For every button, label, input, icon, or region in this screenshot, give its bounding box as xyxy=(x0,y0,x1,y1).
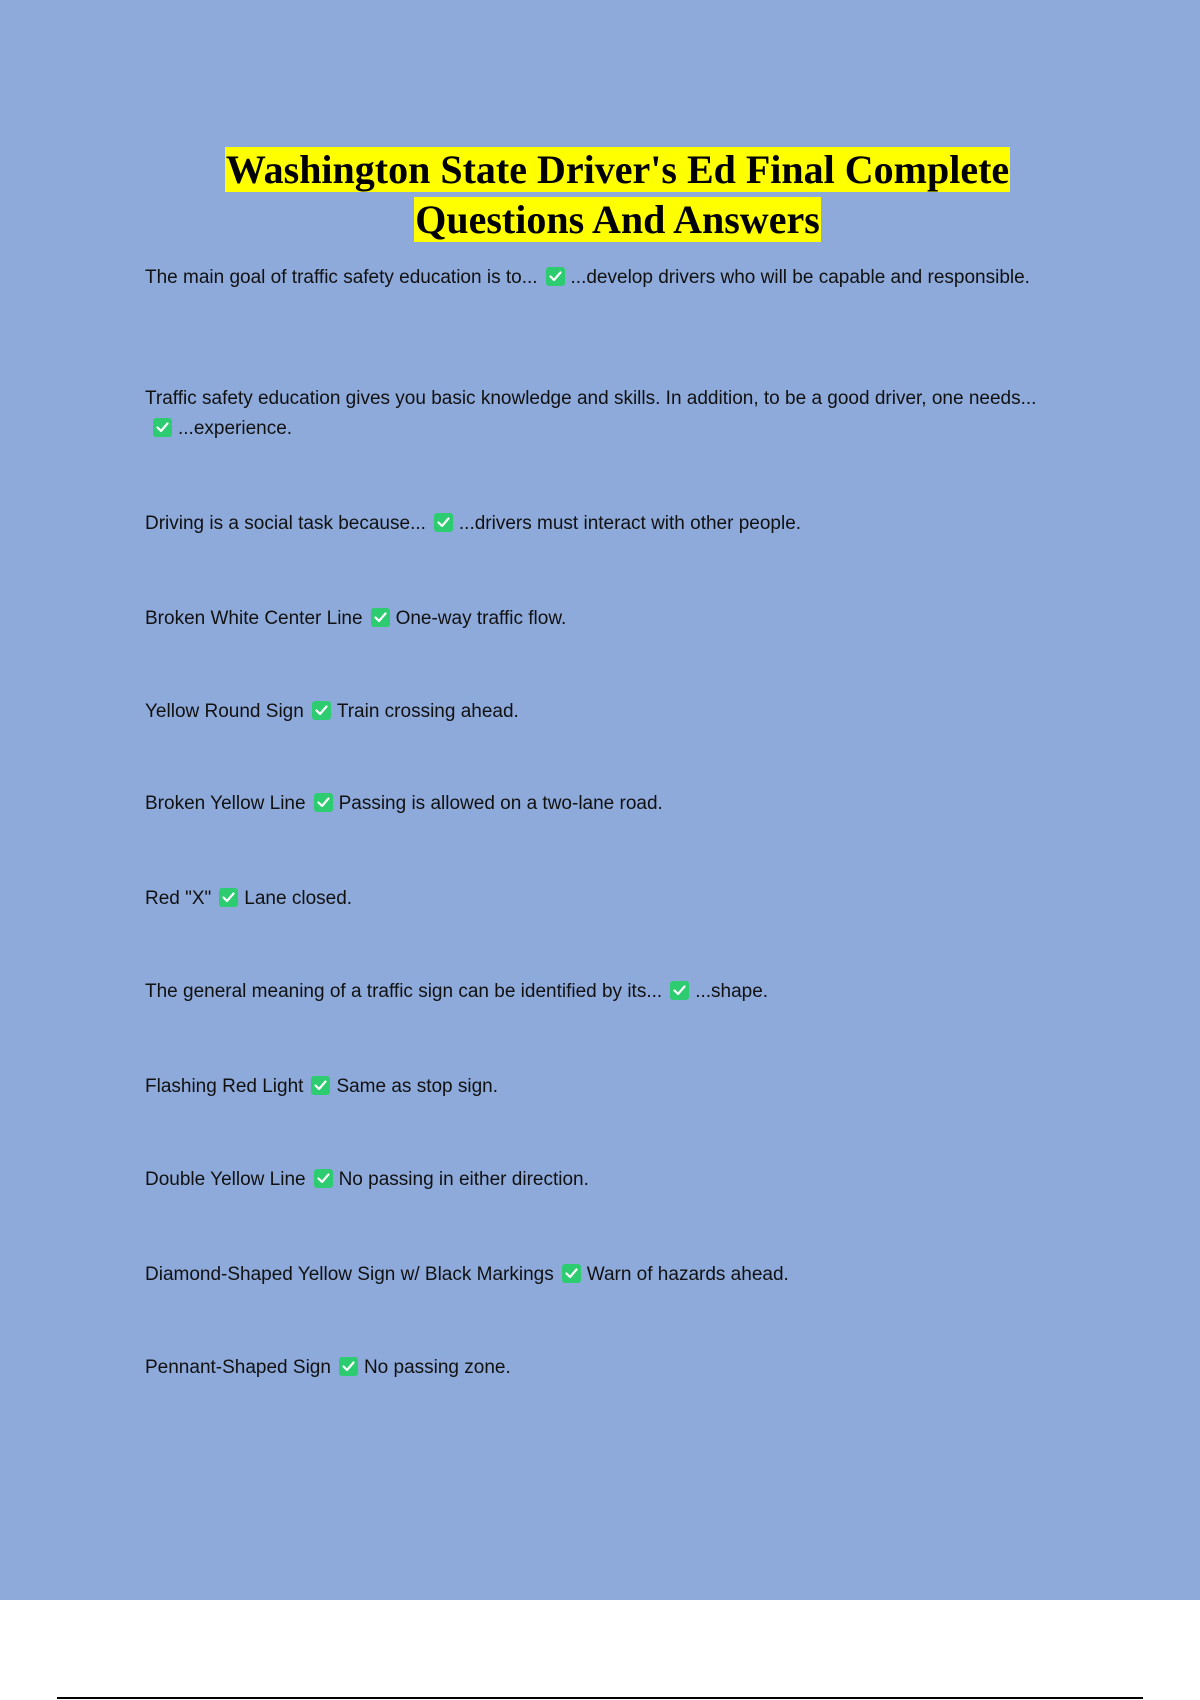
answer-text: ...experience. xyxy=(178,418,293,439)
question-text: Double Yellow Line xyxy=(145,1169,306,1190)
answer-text: ...shape. xyxy=(695,981,769,1002)
check-mark-icon xyxy=(434,513,453,532)
check-mark-icon xyxy=(314,793,333,812)
footer-divider xyxy=(57,1697,1143,1699)
check-mark-icon xyxy=(562,1264,581,1283)
check-mark-icon xyxy=(339,1357,358,1376)
qa-item xyxy=(145,604,1045,634)
question-text: Diamond-Shaped Yellow Sign w/ Black Markings xyxy=(145,1264,554,1285)
question-text: Driving is a social task because... xyxy=(145,513,426,534)
answer-text: No passing in either direction. xyxy=(338,1169,589,1190)
qa-item xyxy=(145,977,1045,1007)
question-text: Pennant-Shaped Sign xyxy=(145,1357,331,1378)
check-mark-icon xyxy=(153,418,172,437)
question-text: Traffic safety education gives you basic knowledge and skills. In addition, to be a good driver, one needs... xyxy=(145,388,1037,409)
answer-text: ...develop drivers who will be capable and responsible. xyxy=(570,267,1030,288)
question-text: The main goal of traffic safety education is to... xyxy=(145,267,538,288)
question-text: The general meaning of a traffic sign can be identified by its... xyxy=(145,981,663,1002)
title-line-1: Washington State Driver's Ed Final Complete xyxy=(225,147,1010,192)
check-mark-icon xyxy=(314,1169,333,1188)
title-line-2: Questions And Answers xyxy=(415,197,820,242)
answer-text: Lane closed. xyxy=(244,888,353,909)
answer-text: ...drivers must interact with other people. xyxy=(458,513,802,534)
qa-item xyxy=(145,384,1045,444)
qa-item xyxy=(145,263,1045,293)
qa-item xyxy=(145,1072,1045,1102)
question-text: Broken White Center Line xyxy=(145,608,363,629)
qa-item xyxy=(145,1260,1045,1290)
check-mark-icon xyxy=(311,1076,330,1095)
qa-item xyxy=(145,789,1045,819)
question-text: Broken Yellow Line xyxy=(145,793,306,814)
question-text: Red "X" xyxy=(145,888,212,909)
qa-item xyxy=(145,1165,1045,1195)
answer-text: Train crossing ahead. xyxy=(336,701,519,722)
question-text: Yellow Round Sign xyxy=(145,701,304,722)
answer-text: No passing zone. xyxy=(363,1357,511,1378)
qa-item xyxy=(145,697,1045,727)
check-mark-icon xyxy=(371,608,390,627)
answer-text: Passing is allowed on a two-lane road. xyxy=(338,793,663,814)
check-mark-icon xyxy=(219,888,238,907)
document-title xyxy=(145,145,1090,245)
check-mark-icon xyxy=(546,267,565,286)
qa-item xyxy=(145,509,1045,539)
answer-text: Warn of hazards ahead. xyxy=(586,1264,789,1285)
answer-text: One-way traffic flow. xyxy=(395,608,567,629)
check-mark-icon xyxy=(312,701,331,720)
check-mark-icon xyxy=(670,981,689,1000)
question-text: Flashing Red Light xyxy=(145,1076,304,1097)
qa-item xyxy=(145,884,1045,914)
qa-item xyxy=(145,1353,1045,1383)
answer-text: Same as stop sign. xyxy=(336,1076,499,1097)
